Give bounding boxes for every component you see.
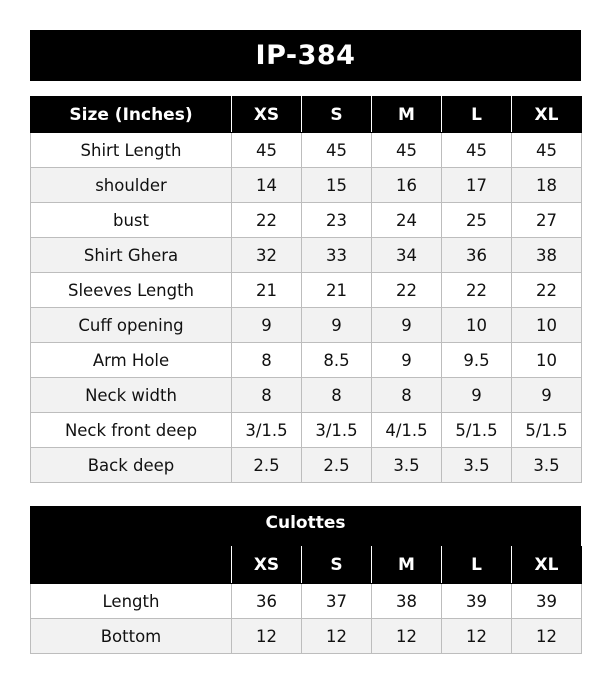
row-label: shoulder [31,168,232,203]
table-cell: 9 [232,308,302,343]
table-cell: 15 [302,168,372,203]
table-row [31,619,582,654]
table-cell: 22 [512,273,582,308]
table-row [31,168,582,203]
culottes-table [30,546,582,654]
table-cell: 21 [232,273,302,308]
table-cell: 10 [442,308,512,343]
table-cell: 16 [372,168,442,203]
table-row [31,273,582,308]
row-label: Neck front deep [31,413,232,448]
header-cell: S [302,547,372,584]
table-cell: 5/1.5 [512,413,582,448]
header-cell: S [302,97,372,133]
culottes-title: Culottes [30,506,581,546]
row-label: Shirt Length [31,133,232,168]
table-row [31,133,582,168]
table-cell: 12 [442,619,512,654]
header-cell: XS [232,97,302,133]
header-cell: L [442,547,512,584]
row-label: Neck width [31,378,232,413]
table-cell: 36 [232,584,302,619]
table-row [31,238,582,273]
table-cell: 10 [512,308,582,343]
table-cell: 3.5 [442,448,512,483]
table-cell: 24 [372,203,442,238]
table-cell: 8 [302,378,372,413]
table-row [31,203,582,238]
table-cell: 8.5 [302,343,372,378]
header-cell: M [372,97,442,133]
row-label: Shirt Ghera [31,238,232,273]
table-cell: 9.5 [442,343,512,378]
table-cell: 4/1.5 [372,413,442,448]
table-cell: 39 [442,584,512,619]
header-cell: L [442,97,512,133]
table-cell: 23 [302,203,372,238]
table-cell: 22 [442,273,512,308]
row-label: Back deep [31,448,232,483]
table-cell: 10 [512,343,582,378]
table-cell: 39 [512,584,582,619]
table-row [31,448,582,483]
size-chart-header-row [31,97,582,133]
row-label: Length [31,584,232,619]
header-cell: XS [232,547,302,584]
table-cell: 22 [232,203,302,238]
table-cell: 9 [302,308,372,343]
table-cell: 8 [372,378,442,413]
table-cell: 14 [232,168,302,203]
table-cell: 38 [372,584,442,619]
row-label: Arm Hole [31,343,232,378]
header-cell: XL [512,547,582,584]
table-cell: 22 [372,273,442,308]
culottes-header-row [31,547,582,584]
header-cell-empty [31,547,232,584]
table-cell: 27 [512,203,582,238]
table-cell: 34 [372,238,442,273]
table-cell: 45 [232,133,302,168]
table-cell: 45 [372,133,442,168]
table-cell: 12 [512,619,582,654]
table-row [31,308,582,343]
table-cell: 36 [442,238,512,273]
header-cell: Size (Inches) [31,97,232,133]
table-cell: 3/1.5 [302,413,372,448]
table-cell: 25 [442,203,512,238]
table-cell: 8 [232,378,302,413]
table-cell: 45 [512,133,582,168]
table-cell: 2.5 [302,448,372,483]
table-cell: 3/1.5 [232,413,302,448]
table-row [31,378,582,413]
row-label: Bottom [31,619,232,654]
table-cell: 38 [512,238,582,273]
table-cell: 12 [302,619,372,654]
table-cell: 33 [302,238,372,273]
table-cell: 45 [442,133,512,168]
table-cell: 12 [232,619,302,654]
table-cell: 45 [302,133,372,168]
header-cell: M [372,547,442,584]
table-cell: 21 [302,273,372,308]
table-cell: 3.5 [372,448,442,483]
table-cell: 5/1.5 [442,413,512,448]
table-row [31,584,582,619]
table-cell: 9 [442,378,512,413]
table-row [31,343,582,378]
table-cell: 32 [232,238,302,273]
table-cell: 9 [372,343,442,378]
table-cell: 2.5 [232,448,302,483]
table-cell: 9 [372,308,442,343]
table-row [31,413,582,448]
table-cell: 9 [512,378,582,413]
row-label: Sleeves Length [31,273,232,308]
table-cell: 3.5 [512,448,582,483]
row-label: bust [31,203,232,238]
row-label: Cuff opening [31,308,232,343]
size-chart-table [30,96,582,483]
table-cell: 18 [512,168,582,203]
page-title: IP-384 [30,30,581,81]
table-cell: 8 [232,343,302,378]
table-cell: 37 [302,584,372,619]
header-cell: XL [512,97,582,133]
table-cell: 17 [442,168,512,203]
table-cell: 12 [372,619,442,654]
